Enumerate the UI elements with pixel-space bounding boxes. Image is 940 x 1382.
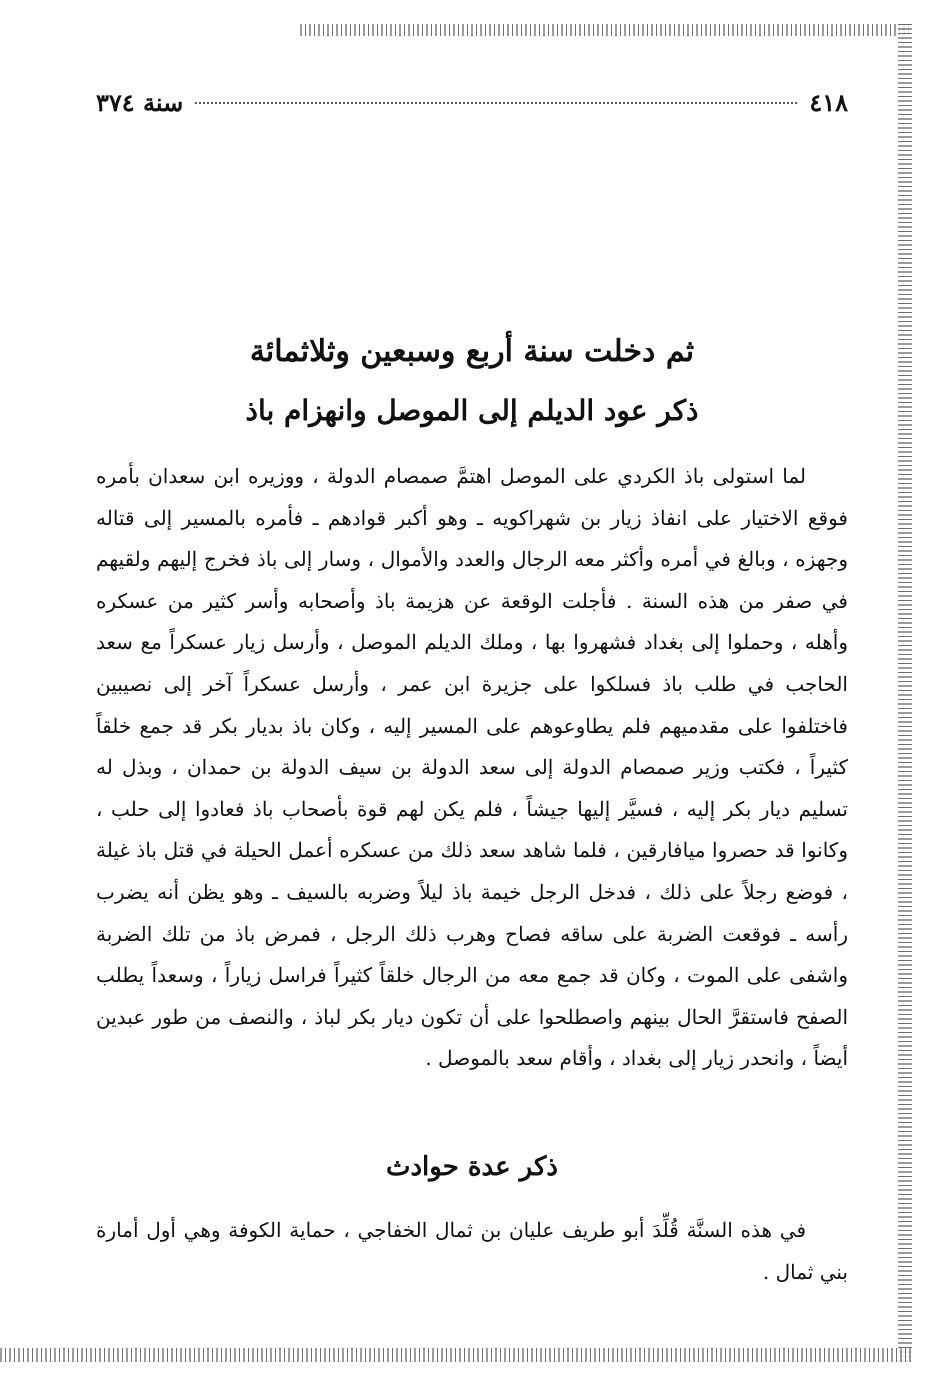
year-label: سنة ٣٧٤ [96, 87, 184, 117]
leader-dots [195, 100, 797, 104]
decorative-border-bottom [0, 1348, 912, 1362]
section-heading: ذكر عود الديلم إلى الموصل وانهزام باذ [245, 394, 699, 427]
decorative-border-top [300, 24, 912, 36]
body-text [96, 456, 848, 1080]
running-head [96, 82, 848, 122]
decorative-border-right [898, 24, 912, 1362]
events-text [96, 1210, 848, 1293]
page-number: ٤١٨ [809, 87, 848, 117]
events-heading: ذكر عدة حوادث [386, 1152, 558, 1182]
paragraph: في هذه السنَّة قُلِّدَ أبو طريف عليان بن ثمال الخفاجي ، حماية الكوفة وهي أول أمارة بني ثمال . [96, 1218, 848, 1284]
chapter-title: ثم دخلت سنة أربع وسبعين وثلاثمائة [249, 334, 695, 369]
paragraph: لما استولى باذ الكردي على الموصل اهتمَّ صمصام الدولة ، ووزيره ابن سعدان بأمره فوقع الاختيار على انفاذ زيار بن شهراكويه ـ وهو أكبر قوادهم ـ فأمره بالمسير إلى قتاله وجهزه ، وبالغ في أمره وأكثر معه الرجال والعدد والأموال ، وسار إلى باذ فخرج إليهم ولقيهم في صفر من هذه السنة . فأجلت الوقعة عن هزيمة باذ وأصحابه وأسر كثير من عسكره وأهله ، وحملوا إلى بغداد فشهروا بها ، وملك الديلم الموصل ، وأرسل زيار عسكراً مع سعد الحاجب في طلب باذ فسلكوا على جزيرة ابن عمر ، وأرسل عسكراً آخر إلى نصيبين فاختلفوا على مقدميهم فلم يطاوعوهم على المسير إليه ، وكان باذ بديار بكر قد جمع خلقاً كثيراً ، فكتب وزير صمصام الدولة إلى سعد الدولة بن سيف الدولة بن حمدان ، وبذل له تسليم ديار بكر إليه ، فسيَّر إليها جيشاً ، فلم يكن لهم قوة بأصحاب باذ فعادوا إلى حلب ، وكانوا قد حصروا ميافارقين ، فلما شاهد سعد ذلك من عسكره أعمل الحيلة في قتل باذ غيلة ، فوضع رجلاً على ذلك ، فدخل الرجل خيمة باذ ليلاً وضربه بالسيف ـ وهو يظن أنه يضرب رأسه ـ فوقعت الضربة على ساقه فصاح وهرب ذلك الرجل ، فمرض باذ من تلك الضربة واشفى على الموت ، وكان قد جمع معه من الرجال خلقاً كثيراً فراسل زياراً ، وسعداً يطلب الصفح فاستقرَّ الحال بينهم واصطلحوا على أن تكون ديار بكر لباذ ، والنصف من طور عبدين أيضاً ، وانحدر زيار إلى بغداد ، وأقام سعد بالموصل . [96, 464, 848, 1071]
